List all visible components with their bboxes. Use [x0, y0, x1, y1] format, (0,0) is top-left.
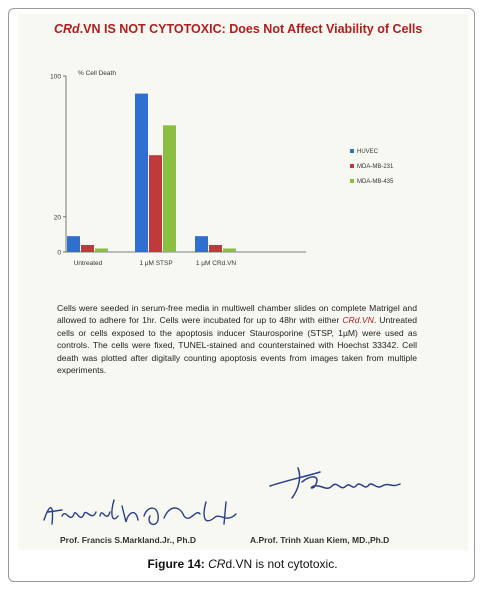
figure-caption [0, 557, 485, 571]
bar [67, 236, 80, 252]
bar [135, 94, 148, 252]
legend-swatch [350, 164, 354, 168]
bar [95, 248, 108, 252]
signatory-left: Prof. Francis S.Markland.Jr., Ph.D [60, 535, 197, 545]
category-label: 1 µM CRd.VN [195, 260, 237, 267]
caption-italic: CR [208, 557, 226, 571]
legend-label: HUVEC [357, 149, 379, 155]
title-italic: CRd [54, 22, 80, 36]
signature-left [40, 494, 265, 534]
body-text-2: . Untreated cells or cells exposed to the apoptosis inducer Staurosporine (STSP, 1µM) were used as controls. The cells were fixed, TUNEL-stained and counterstained with Hoechst 33342. Cell death was plotted after digitally counting apoptosis events from images taken from multiple experiments. [57, 315, 417, 376]
body-text-italic: CRd.VN [342, 315, 374, 326]
category-label: Untreated [73, 260, 103, 267]
legend-label: MDA-MB-435 [357, 179, 394, 185]
y-axis-label: % Cell Death [78, 70, 116, 77]
caption-text: d.VN is not cytotoxic. [225, 557, 338, 571]
y-tick-label: 20 [53, 214, 61, 222]
bar [81, 245, 94, 252]
bar [149, 155, 162, 252]
signature-right [268, 464, 408, 504]
title-rest: .VN IS NOT CYTOTOXIC: Does Not Affect Viability of Cells [79, 22, 423, 36]
bar [163, 125, 176, 252]
bar [223, 248, 236, 252]
body-text-1: Cells were seeded in serum-free media in multiwell chamber slides on complete Matrigel and allowed to adhere for 1hr. Cells were incubated for up to 48hr with either [57, 303, 417, 326]
signatory-right: A.Prof. Trinh Xuan Kiem, MD.,Ph.D [250, 535, 390, 545]
methods-paragraph [57, 302, 417, 376]
bar [209, 245, 222, 252]
bar [195, 236, 208, 252]
legend-label: MDA-MB-231 [357, 164, 394, 170]
caption-label: Figure 14: [147, 557, 209, 571]
y-tick-label: 0 [57, 249, 61, 257]
legend-swatch [350, 149, 354, 153]
y-tick-label: 100 [50, 73, 61, 81]
legend-swatch [350, 179, 354, 183]
category-label: 1 µM STSP [139, 260, 173, 267]
